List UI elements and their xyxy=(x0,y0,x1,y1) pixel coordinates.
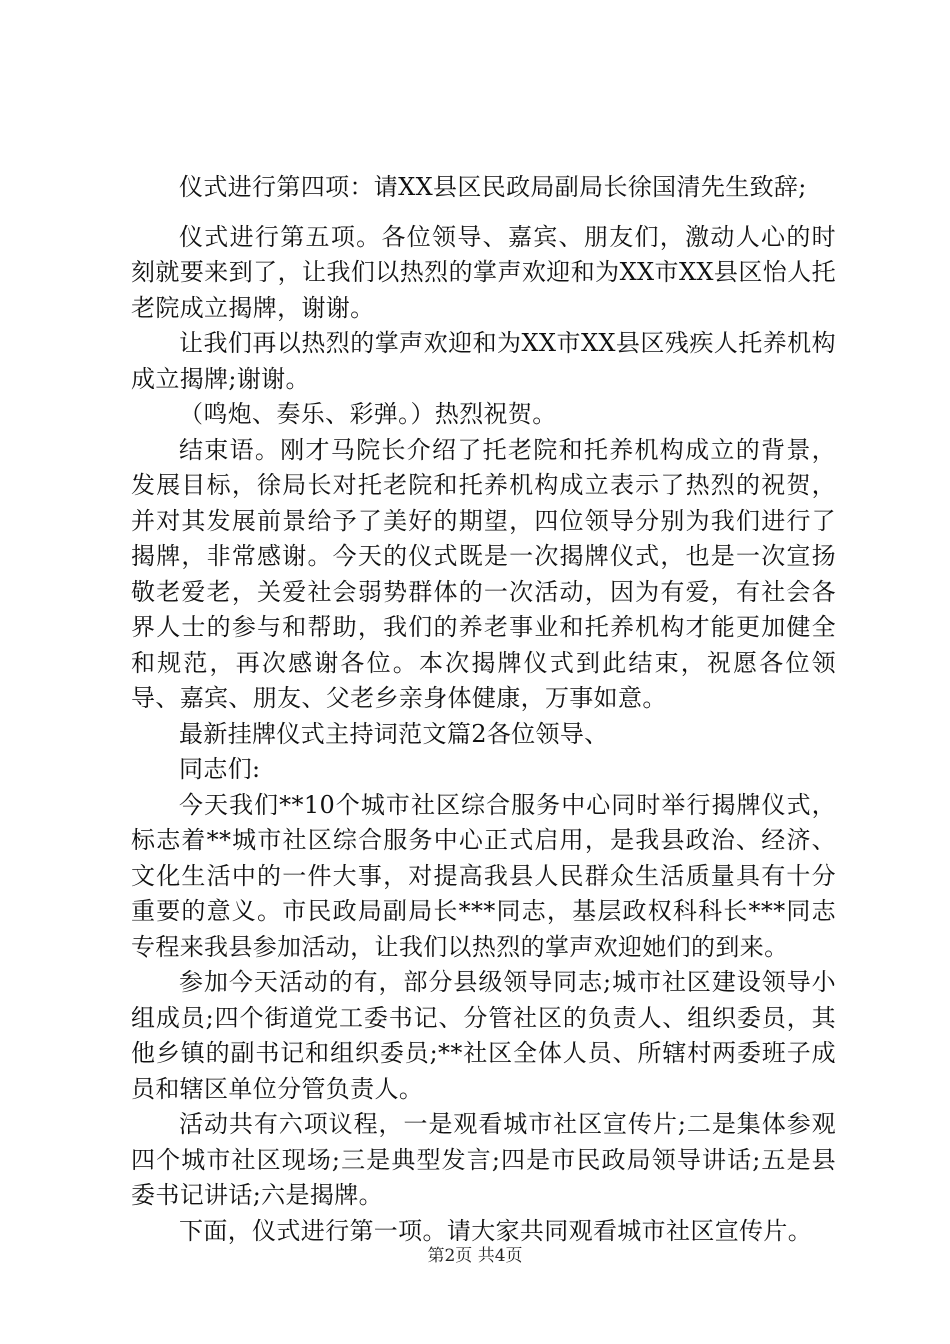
paragraph-item-4: 仪式进行第四项：请XX县区民政局副局长徐国清先生致辞; xyxy=(179,173,807,201)
paragraph-closing-remarks: 结束语。刚才马院长介绍了托老院和托养机构成立的背景，发展目标，徐局长对托老院和托养机构成立表示了热烈的祝贺，并对其发展前景给予了美好的期望，四位领导分别为我们进行了揭牌，非常感谢。今天的仪式既是一次揭牌仪式，也是一次宣扬敬老爱老，关爱社会弱势群体的一次活动，因为有爱，有社会各界人士的参与和帮助，我们的养老事业和托养机构才能更加健全和规范，再次感谢各位。本次揭牌仪式到此结束，祝愿各位领导、嘉宾、朋友、父老乡亲身体健康，万事如意。 xyxy=(131,435,836,712)
paragraph-salutation: 同志们: xyxy=(179,755,261,783)
paragraph-agenda: 活动共有六项议程，一是观看城市社区宣传片;二是集体参观四个城市社区现场;三是典型发言;四是市民政局领导讲话;五是县委书记讲话;六是揭牌。 xyxy=(131,1110,836,1209)
paragraph-section-heading: 最新挂牌仪式主持词范文篇2各位领导、 xyxy=(179,719,609,748)
document-body xyxy=(131,170,836,1249)
paragraph-unveil-disabled-care: 让我们再以热烈的掌声欢迎和为XX市XX县区残疾人托养机构成立揭牌;谢谢。 xyxy=(131,329,836,393)
page-number-footer: 第2页 共4页 xyxy=(427,1246,523,1266)
paragraph-item-1: 下面，仪式进行第一项。请大家共同观看城市社区宣传片。 xyxy=(179,1216,813,1245)
paragraph-item-5: 仪式进行第五项。各位领导、嘉宾、朋友们，激动人心的时刻就要来到了，让我们以热烈的掌声欢迎和为XX市XX县区怡人托老院成立揭牌，谢谢。 xyxy=(131,222,836,322)
paragraph-opening: 今天我们**10个城市社区综合服务中心同时举行揭牌仪式，标志着**城市社区综合服务中心正式启用，是我县政治、经济、文化生活中的一件大事，对提高我县人民群众生活质量具有十分重要的意义。市民政局副局长***同志，基层政权科科长***同志专程来我县参加活动，让我们以热烈的掌声欢迎她们的到来。 xyxy=(131,790,836,961)
paragraph-attendees: 参加今天活动的有，部分县级领导同志;城市社区建设领导小组成员;四个街道党工委书记、分管社区的负责人、组织委员，其他乡镇的副书记和组织委员;**社区全体人员、所辖村两委班子成员和辖区单位分管负责人。 xyxy=(131,968,836,1103)
paragraph-celebration: （鸣炮、奏乐、彩弹。）热烈祝贺。 xyxy=(179,400,557,428)
